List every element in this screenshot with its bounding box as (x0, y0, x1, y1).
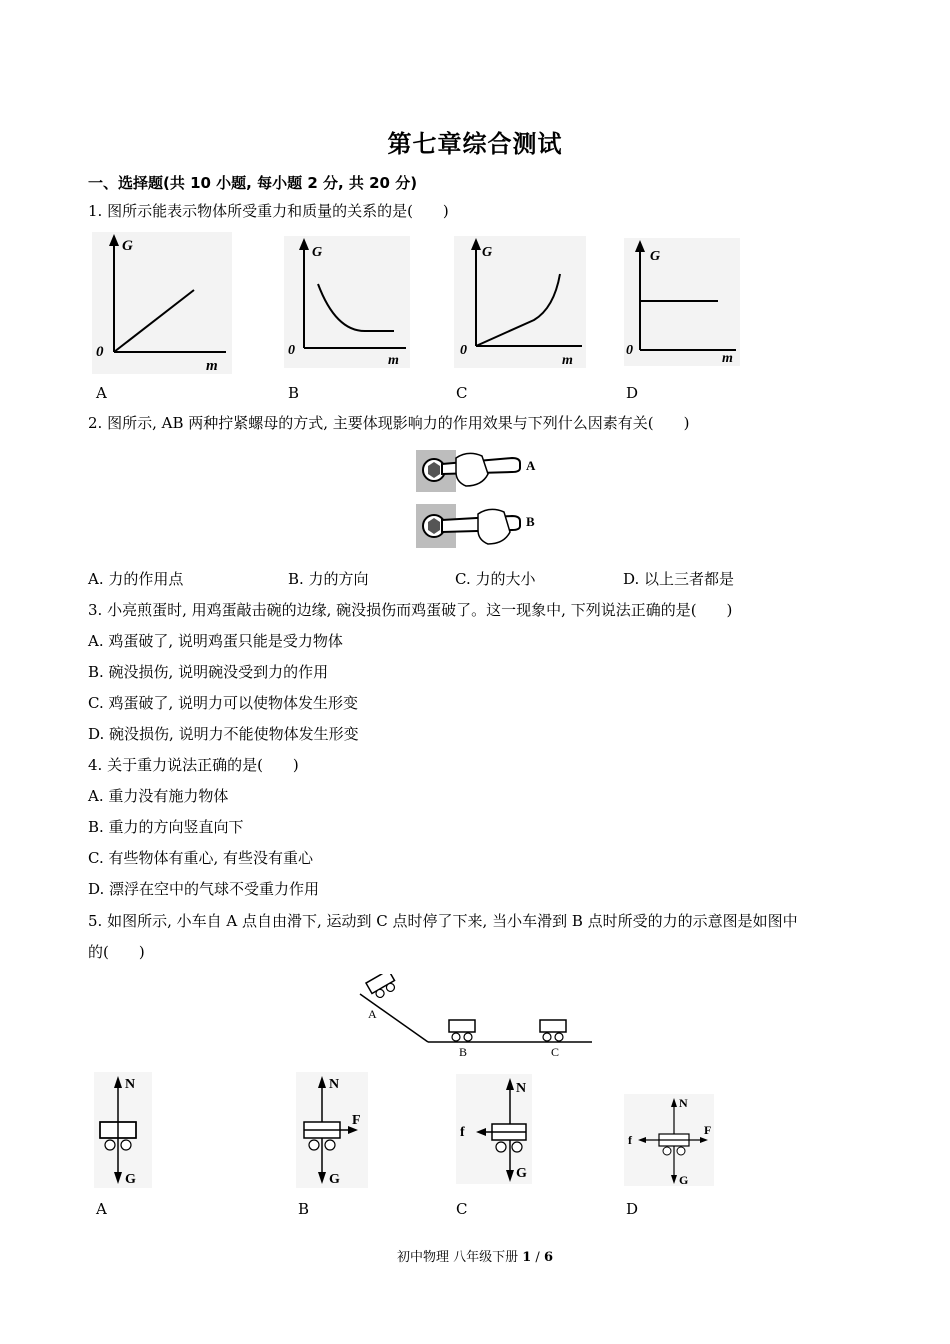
wheel (663, 1147, 671, 1155)
label-f-left: f (628, 1133, 632, 1147)
fig-label-b: B (526, 514, 535, 529)
cart-at-a (366, 974, 399, 1000)
footer-text: 初中物理 八年级下册 (396, 1250, 523, 1265)
q5-track-figure (356, 974, 596, 1058)
q5-label-d: D (626, 1200, 639, 1218)
footer-total: 6 (543, 1250, 553, 1265)
x-label: m (562, 353, 573, 368)
hand-icon (478, 509, 510, 544)
q5-label-c: C (456, 1200, 468, 1218)
cart-at-b (449, 1020, 475, 1041)
q2-option-a: A. 力的作用点 (88, 570, 184, 588)
q1-label-c: C (456, 384, 468, 402)
q1-label-b: B (288, 384, 300, 402)
wheel (677, 1147, 685, 1155)
q2-wrench-figure (412, 446, 540, 554)
question-1-stem: 1. 图所示能表示物体所受重力和质量的关系的是( ) (88, 202, 449, 220)
q2-option-d: D. 以上三者都是 (623, 570, 735, 588)
origin-label: 0 (96, 344, 104, 360)
wheel (121, 1140, 131, 1150)
wheel (309, 1140, 319, 1150)
q5-label-b: B (298, 1200, 310, 1218)
q1-graph-a (92, 232, 232, 374)
fig-label-a: A (526, 458, 536, 473)
hand-icon (456, 453, 488, 486)
label-n: N (329, 1077, 340, 1092)
q4-option-c: C. 有些物体有重心, 有些没有重心 (88, 849, 314, 867)
question-4-stem: 4. 关于重力说法正确的是( ) (88, 756, 299, 774)
q1-label-a: A (96, 384, 107, 402)
x-label: m (388, 353, 399, 368)
footer-sep: / (531, 1250, 544, 1265)
q5-force-diagram-c (456, 1074, 532, 1184)
wheel (325, 1140, 335, 1150)
q1-label-d: D (626, 384, 639, 402)
page-footer (0, 1246, 950, 1265)
graph-bg (454, 236, 586, 368)
label-f-right: F (352, 1113, 361, 1128)
question-5-stem-line2: 的( ) (88, 943, 145, 961)
track-label-a: A (368, 1007, 377, 1021)
label-g: G (679, 1173, 689, 1186)
x-label: m (722, 351, 733, 366)
label-n: N (679, 1096, 688, 1110)
track-label-b: B (459, 1045, 468, 1058)
q1-graph-d (624, 238, 740, 366)
origin-label: 0 (288, 343, 295, 358)
label-n: N (516, 1081, 527, 1096)
q5-force-diagram-d (624, 1094, 714, 1186)
wrench-panel-b (416, 504, 535, 548)
origin-label: 0 (460, 343, 467, 358)
label-g: G (516, 1166, 527, 1181)
q3-option-c: C. 鸡蛋破了, 说明力可以使物体发生形变 (88, 694, 359, 712)
q4-option-a: A. 重力没有施力物体 (88, 787, 229, 805)
q3-option-b: B. 碗没损伤, 说明碗没受到力的作用 (88, 663, 329, 681)
q3-option-a: A. 鸡蛋破了, 说明鸡蛋只能是受力物体 (88, 632, 343, 650)
page-title: 第七章综合测试 (387, 130, 563, 158)
footer-page: 1 (522, 1250, 532, 1265)
q5-force-diagram-b (296, 1072, 368, 1188)
label-f-left: f (460, 1125, 465, 1140)
question-2-stem: 2. 图所示, AB 两种拧紧螺母的方式, 主要体现影响力的作用效果与下列什么因素有关( ) (88, 414, 690, 432)
q4-option-b: B. 重力的方向竖直向下 (88, 818, 244, 836)
wrench-panel-a (416, 450, 536, 492)
question-5-stem-line1: 5. 如图所示, 小车自 A 点自由滑下, 运动到 C 点时停了下来, 当小车滑到 B 点时所受的力的示意图是如图中 (88, 912, 798, 930)
q3-option-d: D. 碗没损伤, 说明力不能使物体发生形变 (88, 725, 359, 743)
label-g: G (125, 1172, 136, 1187)
q2-option-c: C. 力的大小 (455, 570, 536, 588)
label-g: G (329, 1172, 340, 1187)
y-label: G (122, 238, 133, 254)
y-label: G (650, 249, 661, 264)
cart-at-c (540, 1020, 566, 1041)
y-label: G (312, 245, 323, 260)
q5-force-diagram-a (94, 1072, 152, 1188)
question-3-stem: 3. 小亮煎蛋时, 用鸡蛋敲击碗的边缘, 碗没损伤而鸡蛋破了。这一现象中, 下列说法正确的是( ) (88, 601, 733, 619)
wheel (105, 1140, 115, 1150)
q2-option-b: B. 力的方向 (288, 570, 369, 588)
label-n: N (125, 1077, 136, 1092)
q1-graph-b (284, 236, 410, 368)
wheel (496, 1142, 506, 1152)
origin-label: 0 (626, 343, 633, 358)
q5-label-a: A (96, 1200, 107, 1218)
section-heading: 一、选择题(共 10 小题, 每小题 2 分, 共 20 分) (88, 174, 418, 192)
q1-graph-c (454, 236, 586, 368)
y-label: G (482, 245, 493, 260)
label-f-right: F (704, 1123, 712, 1137)
wheel (512, 1142, 522, 1152)
x-label: m (206, 358, 218, 374)
track-label-c: C (551, 1045, 560, 1058)
q4-option-d: D. 漂浮在空中的气球不受重力作用 (88, 880, 320, 898)
